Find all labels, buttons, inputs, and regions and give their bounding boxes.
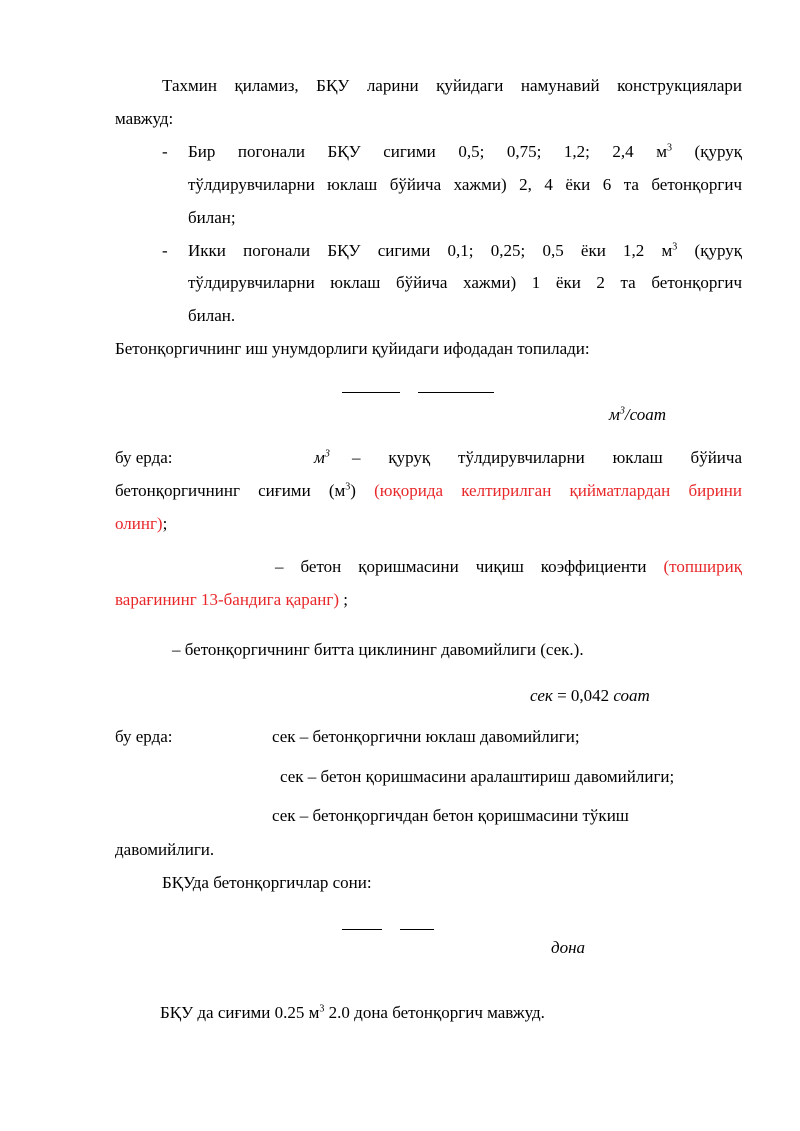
list-bullet: -: [162, 241, 168, 260]
list-item-1-line-1: Бир погонали БҚУ сигими 0,5; 0,75; 1,2; 2,4 $м^3$ (қуруқ: [188, 142, 742, 161]
capacity-line-3: олинг);: [115, 514, 168, 533]
list-item-1-line-2: тўлдирувчиларни юклаш бўйича хажми) 2, 4 ёки 6 та бетонқоргич: [188, 175, 742, 194]
list-item-2-line-3: билан.: [188, 306, 236, 325]
intro-line-1: Тахмин қиламиз, БҚУ ларини қуйидаги намунавий конструкциялари: [162, 76, 742, 95]
list-item-1-line-3: билан;: [188, 208, 236, 227]
productivity-heading: Бетонқоргичнинг иш унумдорлиги қуйидаги ифодадан топилади:: [115, 339, 590, 358]
capacity-unit: $м^3$: [314, 448, 330, 467]
productivity-unit: $м^3$/соат: [609, 405, 666, 424]
cycle-duration-text: – бетонқоргичнинг битта циклининг давомийлиги (сек.).: [172, 640, 584, 659]
where-label-2: бу ерда:: [115, 727, 173, 746]
coefficient-line-1: – бетон қоришмасини чиқиш коэффициенти (топшириқ: [275, 557, 742, 576]
formula-fraction-line: [400, 929, 434, 930]
cycle-formula: сек = 0,042 соат: [530, 686, 650, 705]
formula-fraction-line: [342, 392, 400, 393]
formula-fraction-line: [342, 929, 382, 930]
unloading-time-cont: давомийлиги.: [115, 840, 215, 859]
coefficient-line-2: варағининг 13-бандига қаранг) ;: [115, 590, 349, 609]
formula-fraction-line: [418, 392, 494, 393]
unloading-time: сек – бетонқоргичдан бетон қоришмасини тўкиш: [272, 806, 629, 825]
loading-time: сек – бетонқоргични юклаш давомийлиги;: [272, 727, 580, 746]
count-unit: дона: [551, 938, 586, 957]
where-label: бу ерда:: [115, 448, 173, 467]
capacity-description: – қуруқ тўлдирувчиларни юклаш бўйича: [352, 448, 742, 467]
capacity-line-2: бетонқоргичнинг сиғими $(м^3)$ (юқорида келтирилган қийматлардан бирини: [115, 481, 742, 500]
count-heading: БҚУда бетонқоргичлар сони:: [162, 873, 372, 892]
list-item-2-line-1: Икки погонали БҚУ сигими 0,1; 0,25; 0,5 ёки 1,2 $м^3$ (қуруқ: [188, 241, 742, 260]
mixing-time: сек – бетон қоришмасини аралаштириш давомийлиги;: [280, 767, 675, 786]
conclusion: БҚУ да сиғими 0.25 $м^3$ 2.0 дона бетонқоргич мавжуд.: [160, 1003, 545, 1022]
list-item-2-line-2: тўлдирувчиларни юклаш бўйича хажми) 1 ёки 2 та бетонқоргич: [188, 273, 742, 292]
list-bullet: -: [162, 142, 168, 161]
intro-line-2: мавжуд:: [115, 109, 174, 128]
